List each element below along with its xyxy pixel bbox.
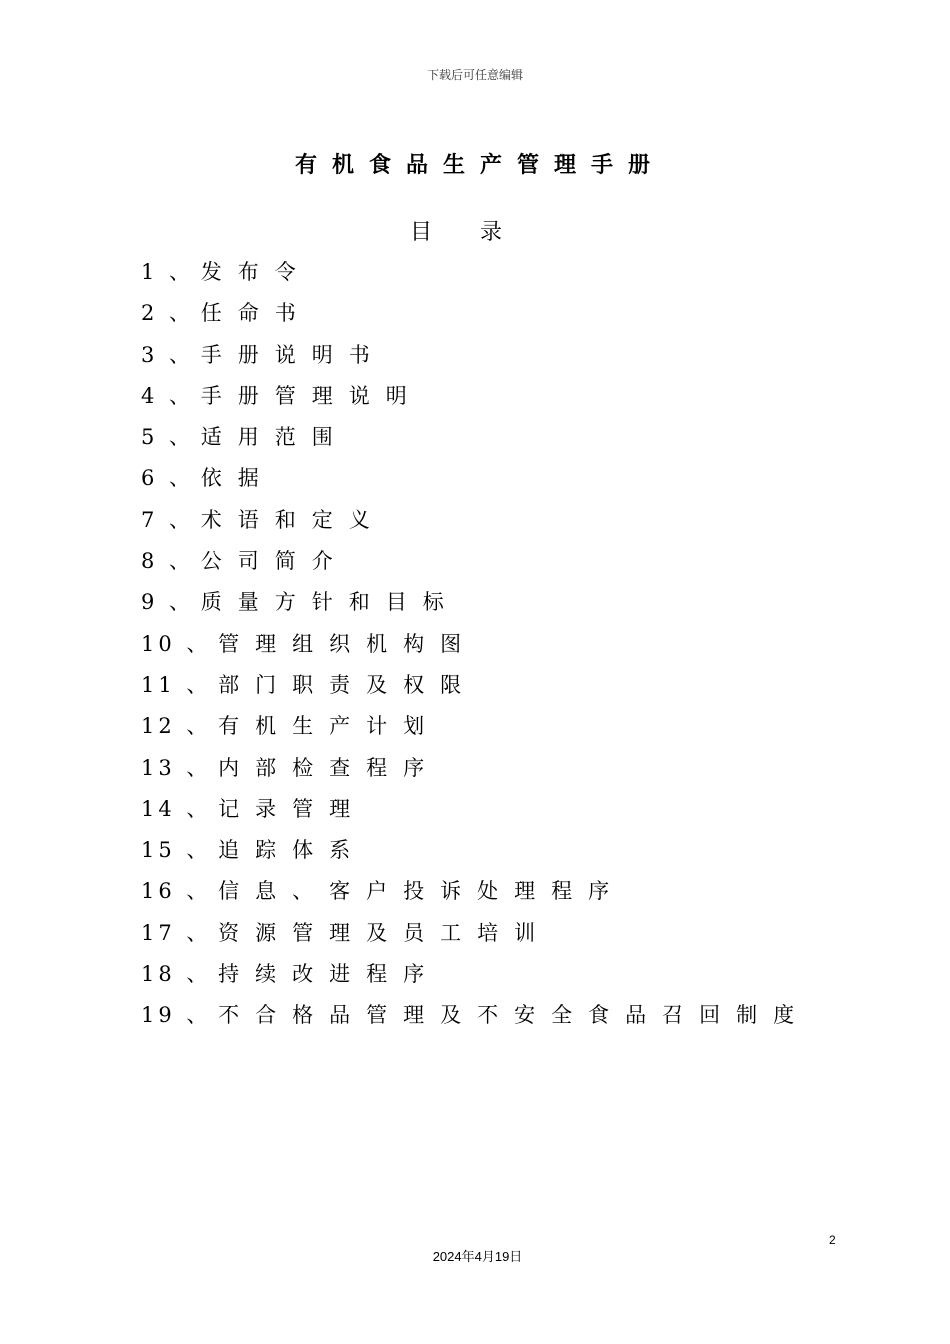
toc-item-title: 适用范围 — [200, 425, 349, 450]
toc-item — [141, 706, 810, 747]
toc-item — [141, 500, 810, 541]
toc-item-number: 1 、 — [141, 260, 195, 284]
toc-item-title: 管理组织机构图 — [218, 631, 478, 656]
toc-item-number: 10 、 — [141, 631, 212, 656]
toc-item-number: 15 、 — [141, 838, 212, 863]
toc-item — [141, 293, 810, 334]
toc-item-number: 5 、 — [141, 425, 195, 450]
toc-item-number: 17 、 — [141, 920, 212, 945]
page-footer-date: 2024年4月19日 — [432, 1249, 523, 1264]
toc-item — [141, 417, 810, 458]
toc-item-title: 依据 — [200, 466, 275, 491]
toc-item-title: 不合格品管理及不安全食品召回制度 — [218, 1003, 811, 1028]
toc-item — [141, 871, 810, 912]
toc-item-title: 追踪体系 — [218, 838, 367, 863]
toc-item — [141, 913, 810, 954]
toc-item-title: 记录管理 — [218, 796, 367, 821]
toc-item — [141, 624, 810, 665]
toc-item-number: 13 、 — [141, 755, 212, 780]
toc-item-number: 11 、 — [141, 672, 212, 697]
toc-item-title: 手册管理说明 — [200, 383, 423, 408]
toc-item — [141, 252, 810, 293]
toc-item-title: 有机生产计划 — [218, 714, 441, 739]
toc-item-title: 质量方针和目标 — [200, 590, 460, 615]
toc-item — [141, 789, 810, 830]
toc-item — [141, 376, 810, 417]
toc-item-number: 3 、 — [141, 342, 195, 367]
toc-item — [141, 541, 810, 582]
toc-item-number: 14 、 — [141, 796, 212, 821]
toc-item-number: 8 、 — [141, 549, 195, 574]
toc-item-title: 手册说明书 — [200, 342, 386, 367]
toc-item-title: 部门职责及权限 — [218, 672, 478, 697]
toc-heading: 目录 — [409, 220, 550, 245]
toc-item-number: 19 、 — [141, 1003, 212, 1028]
table-of-contents — [141, 252, 810, 1037]
toc-item — [141, 954, 810, 995]
toc-item — [141, 830, 810, 871]
toc-item-number: 12 、 — [141, 714, 212, 739]
page-number: 2 — [829, 1233, 836, 1247]
toc-item — [141, 582, 810, 623]
toc-item-title: 发布令 — [200, 260, 312, 284]
toc-item — [141, 748, 810, 789]
toc-item — [141, 995, 810, 1036]
toc-item-title: 内部检查程序 — [218, 755, 441, 780]
toc-item-number: 2 、 — [141, 301, 195, 326]
toc-item-title: 资源管理及员工培训 — [218, 920, 552, 945]
toc-item-title: 信息、客户投诉处理程序 — [218, 879, 626, 904]
toc-item-title: 术语和定义 — [200, 507, 386, 532]
toc-item — [141, 335, 810, 376]
toc-item-number: 6 、 — [141, 466, 195, 491]
toc-item — [141, 458, 810, 499]
toc-item-title: 任命书 — [200, 301, 312, 326]
page-header-note: 下载后可任意编辑 — [426, 68, 523, 82]
toc-item-number: 18 、 — [141, 962, 212, 987]
toc-item-number: 16 、 — [141, 879, 212, 904]
document-title: 有机食品生产管理手册 — [294, 153, 665, 178]
toc-item-title: 公司简介 — [200, 549, 349, 574]
toc-item — [141, 665, 810, 706]
toc-item-number: 4 、 — [141, 383, 195, 408]
toc-item-number: 9 、 — [141, 590, 195, 615]
toc-item-number: 7 、 — [141, 507, 195, 532]
toc-item-title: 持续改进程序 — [218, 962, 441, 987]
